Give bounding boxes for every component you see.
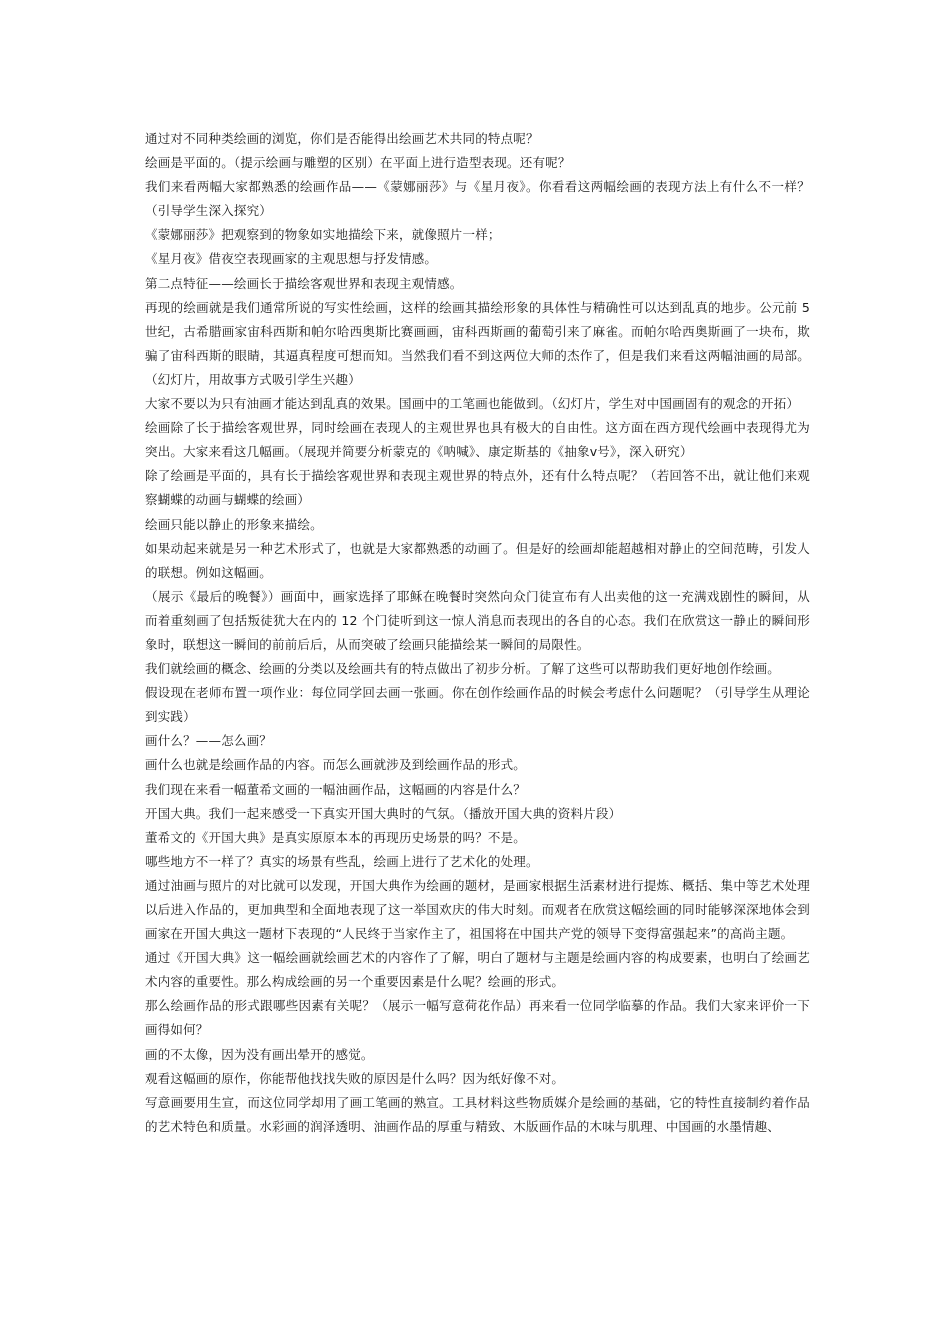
- paragraph: 我们现在来看一幅董希文画的一幅油画作品，这幅画的内容是什么？: [145, 781, 527, 797]
- paragraph: 我们就绘画的概念、绘画的分类以及绘画共有的特点做出了初步分析。了解了这些可以帮助我们更好地创作绘画。: [145, 661, 781, 677]
- paragraph: 画什么也就是绘画作品的内容。而怎么画就涉及到绘画作品的形式。: [145, 757, 527, 773]
- paragraph: 绘画只能以静止的形象来描绘。: [145, 516, 323, 532]
- paragraph: 假设现在老师布置一项作业：每位同学回去画一张画。你在创作绘画作品的时候会考虑什么问题呢？（引导学生从理论到实践）: [145, 685, 810, 725]
- paragraph: 我们来看两幅大家都熟悉的绘画作品——《蒙娜丽莎》与《星月夜》。你看看这两幅绘画的表现方法上有什么不一样？（引导学生深入探究）: [145, 179, 810, 219]
- paragraph: 画什么？——怎么画？: [145, 733, 273, 749]
- paragraph: 画的不太像，因为没有画出晕开的感觉。: [145, 1046, 374, 1062]
- paragraph: 写意画要用生宣，而这位同学却用了画工笔画的熟宣。工具材料这些物质媒介是绘画的基础，它的特性直接制约着作品的艺术特色和质量。水彩画的润泽透明、油画作品的厚重与精致、木版画作品的木味与肌理、中国画的水墨情趣、: [145, 1094, 810, 1134]
- paragraph: 绘画除了长于描绘客观世界，同时绘画在表现人的主观世界也具有极大的自由性。这方面在西方现代绘画中表现得尤为突出。大家来看这几幅画。（展现并简要分析蒙克的《呐喊》、康定斯基的《抽象ⅴ号》，深入研究）: [145, 420, 810, 460]
- paragraph: 第二点特征——绘画长于描绘客观世界和表现主观情感。: [145, 275, 463, 291]
- paragraph: 观看这幅画的原作，你能帮他找找失败的原因是什么吗？因为纸好像不对。: [145, 1070, 565, 1086]
- paragraph: （展示《最后的晚餐》）画面中，画家选择了耶稣在晚餐时突然向众门徒宣布有人出卖他的这一充满戏剧性的瞬间，从而着重刻画了包括叛徒犹大在内的 12 个门徒听到这一惊人消息而表现出的各自的心态。我们在欣赏这一静止的瞬间形象时，联想这一瞬间的前前后后，从而突破了绘画只能描绘某一瞬间的局限性。: [145, 588, 810, 652]
- paragraph: 哪些地方不一样了？真实的场景有些乱，绘画上进行了艺术化的处理。: [145, 853, 539, 869]
- paragraph: 《蒙娜丽莎》把观察到的物象如实地描绘下来，就像照片一样；: [145, 227, 501, 243]
- paragraph: 开国大典。我们一起来感受一下真实开国大典时的气氛。（播放开国大典的资料片段）: [145, 805, 622, 821]
- paragraph: 通过油画与照片的对比就可以发现，开国大典作为绘画的题材，是画家根据生活素材进行提炼、概括、集中等艺术处理以后进入作品的，更加典型和全面地表现了这一举国欢庆的伟大时刻。而观者在欣赏这幅绘画的同时能够深深地体会到画家在开国大典这一题材下表现的“人民终于当家作主了，祖国将在中国共产党的领导下变得富强起来”的高尚主题。: [145, 877, 810, 942]
- paragraph: 通过《开国大典》这一幅绘画就绘画艺术的内容作了了解，明白了题材与主题是绘画内容的构成要素，也明白了绘画艺术内容的重要性。那么构成绘画的另一个重要因素是什么呢？绘画的形式。: [145, 950, 810, 990]
- paragraph: 再现的绘画就是我们通常所说的写实性绘画，这样的绘画其描绘形象的具体性与精确性可以达到乱真的地步。公元前 5 世纪，古希腊画家宙科西斯和帕尔哈西奥斯比赛画画，宙科西斯画的葡萄引来了麻雀。而帕尔哈西奥斯画了一块布，欺骗了宙科西斯的眼睛，其逼真程度可想而知。当然我们看不到这两位大师的杰作了，但是我们来看这两幅油画的局部。（幻灯片，用故事方式吸引学生兴趣）: [145, 299, 810, 387]
- paragraph: 如果动起来就是另一种艺术形式了，也就是大家都熟悉的动画了。但是好的绘画却能超越相对静止的空间范畴，引发人的联想。例如这幅画。: [145, 540, 810, 580]
- paragraph: 董希文的《开国大典》是真实原原本本的再现历史场景的吗？不是。: [145, 829, 527, 845]
- document-body: [145, 127, 810, 1139]
- paragraph: 《星月夜》借夜空表现画家的主观思想与抒发情感。: [145, 251, 438, 267]
- paragraph: 大家不要以为只有油画才能达到乱真的效果。国画中的工笔画也能做到。（幻灯片，学生对中国画固有的观念的开拓）: [145, 396, 800, 412]
- paragraph: 绘画是平面的。（提示绘画与雕塑的区别）在平面上进行造型表现。还有呢？: [145, 155, 571, 171]
- paragraph: 通过对不同种类绘画的浏览，你们是否能得出绘画艺术共同的特点呢？: [145, 131, 539, 146]
- paragraph: 除了绘画是平面的，具有长于描绘客观世界和表现主观世界的特点外，还有什么特点呢？（若回答不出，就让他们来观察蝴蝶的动画与蝴蝶的绘画）: [145, 468, 810, 508]
- paragraph: 那么绘画作品的形式跟哪些因素有关呢？（展示一幅写意荷花作品）再来看一位同学临摹的作品。我们大家来评价一下画得如何？: [145, 998, 810, 1038]
